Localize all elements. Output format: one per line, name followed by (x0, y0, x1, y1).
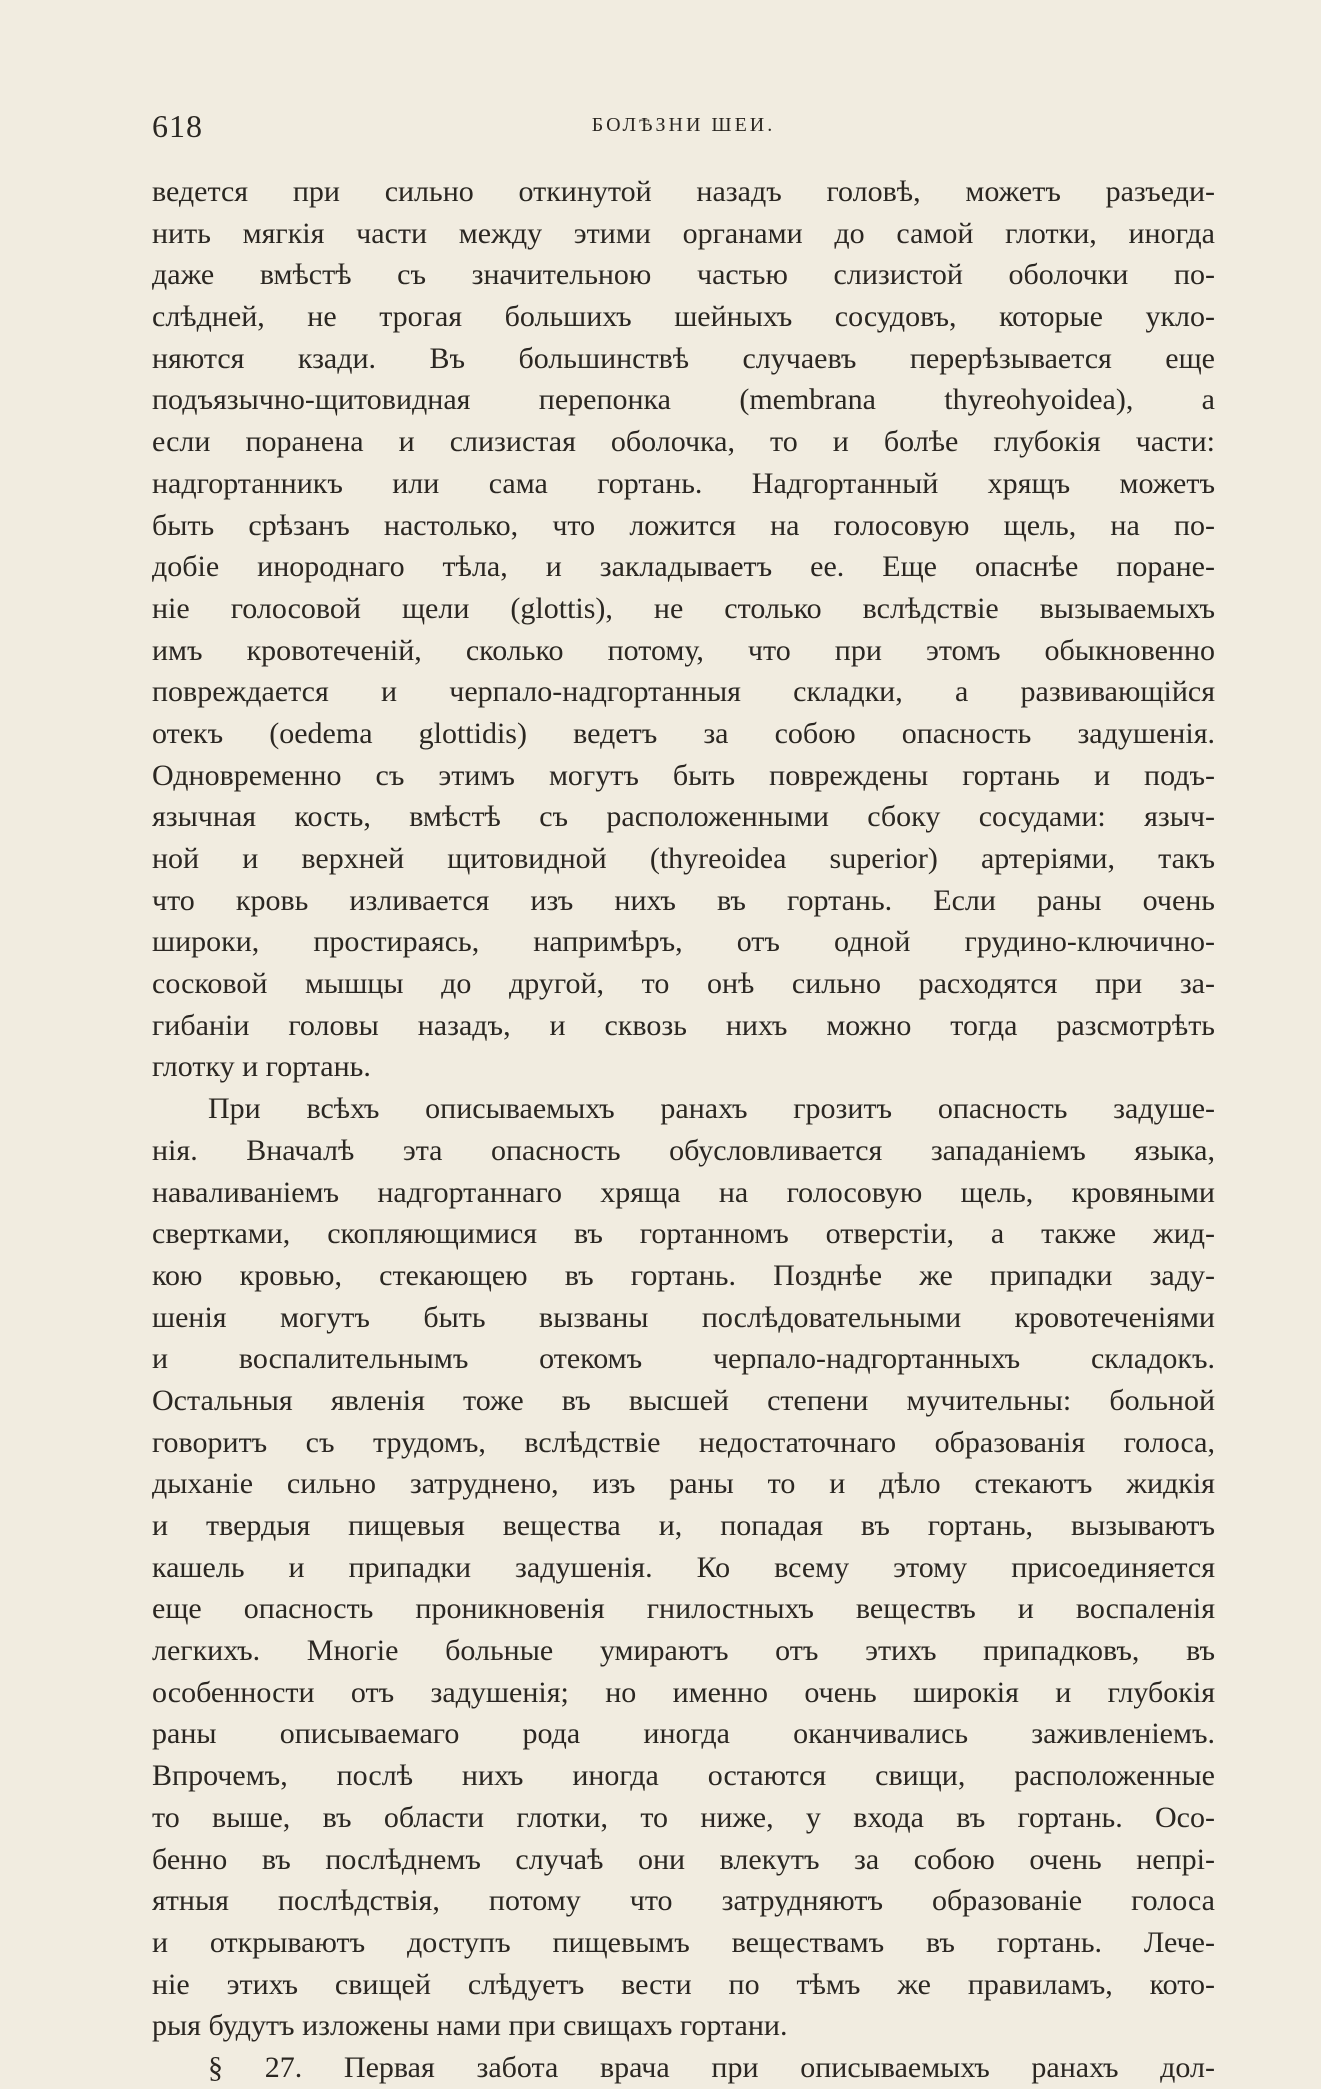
paragraph-1 (152, 171, 1215, 1088)
text-line: еще опасность проникновенія гнилостныхъ веществъ и воспаленія (152, 1592, 1215, 1626)
text-line: бенно въ послѣднемъ случаѣ они влекутъ за собою очень непрі- (152, 1842, 1215, 1876)
text-line: глотку и гортань. (152, 1050, 371, 1084)
text-line: Остальныя явленія тоже въ высшей степени мучительны: больной (152, 1383, 1215, 1417)
section-line: § 27. Первая забота врача при описываемыхъ ранахъ дол- (208, 2050, 1215, 2084)
paragraph-3 (152, 2047, 1215, 2089)
text-line: няются кзади. Въ большинствѣ случаевъ перерѣзывается еще (152, 341, 1215, 375)
text-line: нить мягкія части между этими органами до самой глотки, иногда (152, 216, 1215, 250)
text-line: что кровь изливается изъ нихъ въ гортань. Если раны очень (152, 883, 1215, 917)
text-line: и воспалительнымъ отекомъ черпало-надгортанныхъ складокъ. (152, 1342, 1215, 1376)
text-line: сосковой мышцы до другой, то онѣ сильно расходятся при за- (152, 967, 1215, 1001)
text-line: то выше, въ области глотки, то ниже, у входа въ гортань. Осо- (152, 1800, 1215, 1834)
text-line: ятныя послѣдствія, потому что затрудняютъ образованіе голоса (152, 1884, 1215, 1918)
text-line: имъ кровотеченій, сколько потому, что при этомъ обыкновенно (152, 633, 1215, 667)
text-line: ніе голосовой щели (glottis), не столько вслѣдствіе вызываемыхъ (152, 591, 1215, 625)
text-line: говоритъ съ трудомъ, вслѣдствіе недостаточнаго образованія голоса, (152, 1425, 1215, 1459)
text-line: Одновременно съ этимъ могутъ быть повреждены гортань и подъ- (152, 758, 1215, 792)
body-text (152, 171, 1215, 2089)
text-line: ніе этихъ свищей слѣдуетъ вести по тѣмъ же правиламъ, кото- (152, 1967, 1215, 2001)
text-line: и твердыя пищевыя вещества и, попадая въ гортань, вызываютъ (152, 1509, 1215, 1542)
paragraph-2 (152, 1088, 1215, 2047)
text-line: ной и верхней щитовидной (thyreoidea superior) артеріями, такъ (152, 842, 1215, 875)
text-line: Впрочемъ, послѣ нихъ иногда остаются свищи, расположенные (152, 1759, 1215, 1793)
text-line: кою кровью, стекающею въ гортань. Позднѣе же припадки заду- (152, 1258, 1215, 1292)
text-line: отекъ (oedema glottidis) ведетъ за собою опасность задушенія. (152, 716, 1215, 750)
text-line: рыя будутъ изложены нами при свищахъ гортани. (152, 2009, 788, 2043)
text-line: кашель и припадки задушенія. Ко всему этому присоединяется (152, 1550, 1215, 1584)
text-line: раны описываемаго рода иногда оканчивались заживленіемъ. (152, 1717, 1215, 1751)
text-line: дыханіе сильно затруднено, изъ раны то и дѣло стекаютъ жидкія (152, 1467, 1215, 1501)
text-line: если поранена и слизистая оболочка, то и болѣе глубокія части: (152, 425, 1215, 459)
text-line: подъязычно-щитовидная перепонка (membrana thyreohyoidea), а (152, 383, 1215, 417)
running-head: БОЛѢЗНИ ШЕИ. (591, 114, 776, 136)
text-line: язычная кость, вмѣстѣ съ расположенными сбоку сосудами: языч- (152, 800, 1215, 834)
text-line: широки, простираясь, напримѣръ, отъ одной грудино-ключично- (152, 925, 1215, 959)
text-line: даже вмѣстѣ съ значительною частью слизистой оболочки по- (152, 258, 1215, 292)
text-line: наваливаніемъ надгортаннаго хряща на голосовую щель, кровяными (152, 1175, 1215, 1209)
text-line: свертками, скопляющимися въ гортанномъ отверстіи, а также жид- (152, 1217, 1215, 1251)
text-line: надгортанникъ или сама гортань. Надгортанный хрящъ можетъ (152, 466, 1215, 500)
page-number: 618 (152, 108, 203, 144)
text-line: гибаніи головы назадъ, и сквозь нихъ можно тогда разсмотрѣть (152, 1008, 1215, 1042)
text-line: и открываютъ доступъ пищевымъ веществамъ въ гортань. Лече- (152, 1925, 1215, 1959)
text-line: ведется при сильно откинутой назадъ головѣ, можетъ разъеди- (152, 175, 1215, 208)
text-line: легкихъ. Многіе больные умираютъ отъ этихъ припадковъ, въ (152, 1634, 1215, 1668)
text-line: слѣдней, не трогая большихъ шейныхъ сосудовъ, которые укло- (152, 300, 1215, 334)
text-line: особенности отъ задушенія; но именно очень широкія и глубокія (152, 1675, 1215, 1709)
text-line: повреждается и черпало-надгортанныя складки, а развивающійся (152, 675, 1215, 709)
text-line: шенія могутъ быть вызваны послѣдовательными кровотеченіями (152, 1300, 1215, 1334)
text-line: При всѣхъ описываемыхъ ранахъ грозитъ опасность задуше- (208, 1092, 1215, 1126)
page-header (152, 108, 1215, 148)
text-line: нія. Вначалѣ эта опасность обусловливается западаніемъ языка, (152, 1133, 1215, 1167)
text-line: добіе инороднаго тѣла, и закладываетъ ее. Еще опаснѣе поране- (152, 550, 1215, 584)
text-line: быть срѣзанъ настолько, что ложится на голосовую щель, на по- (152, 508, 1215, 542)
